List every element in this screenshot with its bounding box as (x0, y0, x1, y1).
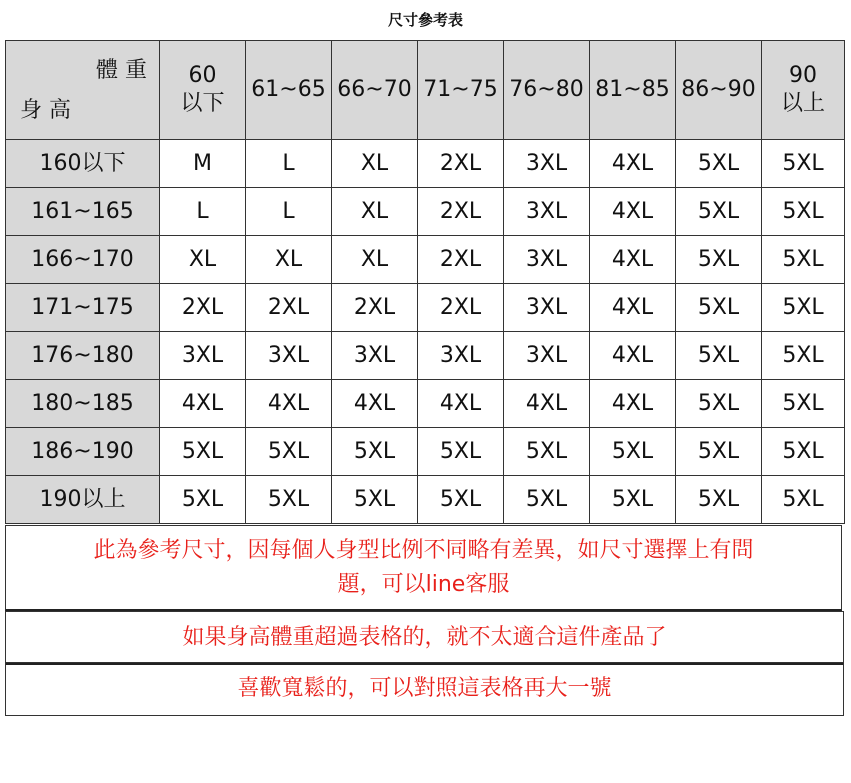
height-cell: 171~175 (6, 284, 160, 332)
size-cell: XL (332, 188, 418, 236)
size-cell: 4XL (418, 380, 504, 428)
weight-header-cell: 61~65 (246, 41, 332, 140)
size-cell: 5XL (676, 332, 762, 380)
size-cell: 4XL (590, 140, 676, 188)
size-cell: 2XL (160, 284, 246, 332)
size-cell: 5XL (676, 380, 762, 428)
size-cell: 5XL (762, 476, 845, 524)
size-cell: 5XL (160, 428, 246, 476)
size-cell: 3XL (504, 284, 590, 332)
size-cell: 5XL (762, 140, 845, 188)
height-cell: 161~165 (6, 188, 160, 236)
size-cell: 5XL (418, 428, 504, 476)
size-cell: 2XL (418, 140, 504, 188)
size-cell: 3XL (504, 236, 590, 284)
weight-header-cell: 71~75 (418, 41, 504, 140)
weight-header-cell: 76~80 (504, 41, 590, 140)
size-cell: L (246, 188, 332, 236)
size-cell: 5XL (332, 428, 418, 476)
size-cell: 2XL (418, 284, 504, 332)
height-cell: 176~180 (6, 332, 160, 380)
size-cell: 5XL (246, 476, 332, 524)
size-cell: 5XL (762, 428, 845, 476)
size-cell: 2XL (418, 236, 504, 284)
size-cell: 4XL (504, 380, 590, 428)
size-cell: 4XL (590, 188, 676, 236)
size-cell: 3XL (246, 332, 332, 380)
size-cell: XL (332, 140, 418, 188)
size-cell: 4XL (590, 380, 676, 428)
size-cell: 4XL (246, 380, 332, 428)
size-cell: 5XL (762, 284, 845, 332)
size-cell: 2XL (246, 284, 332, 332)
size-cell: 5XL (762, 332, 845, 380)
weight-label: 體 重 (96, 58, 147, 83)
page-title: 尺寸參考表 (387, 11, 463, 29)
table-row (6, 476, 845, 524)
size-cell: 3XL (160, 332, 246, 380)
table-row (6, 380, 845, 428)
size-cell: M (160, 140, 246, 188)
size-cell: 4XL (590, 332, 676, 380)
weight-header-cell: 81~85 (590, 41, 676, 140)
size-cell: 3XL (418, 332, 504, 380)
size-chart-table (5, 40, 845, 524)
weight-header-cell: 86~90 (676, 41, 762, 140)
size-cell: 5XL (504, 476, 590, 524)
height-cell: 190以上 (6, 476, 160, 524)
size-cell: 3XL (504, 140, 590, 188)
size-cell: 5XL (246, 428, 332, 476)
size-cell: L (246, 140, 332, 188)
size-cell: 5XL (676, 236, 762, 284)
size-cell: 5XL (676, 188, 762, 236)
note-reference-size: 此為參考尺寸，因每個人身型比例不同略有差異，如尺寸選擇上有問 題，可以line客服 (5, 525, 842, 611)
table-row (6, 140, 845, 188)
size-cell: 5XL (504, 428, 590, 476)
size-cell: 5XL (762, 236, 845, 284)
height-cell: 166~170 (6, 236, 160, 284)
height-cell: 160以下 (6, 140, 160, 188)
weight-header-cell: 90 以上 (762, 41, 845, 140)
size-cell: 5XL (590, 428, 676, 476)
note-loose-fit: 喜歡寬鬆的，可以對照這表格再大一號 (5, 662, 844, 716)
note-out-of-range: 如果身高體重超過表格的，就不太適合這件產品了 (5, 611, 844, 665)
table-row (6, 332, 845, 380)
size-cell: 2XL (418, 188, 504, 236)
size-cell: 5XL (160, 476, 246, 524)
weight-header-cell: 66~70 (332, 41, 418, 140)
table-row (6, 428, 845, 476)
table-row (6, 236, 845, 284)
weight-header-cell: 60 以下 (160, 41, 246, 140)
size-cell: 5XL (418, 476, 504, 524)
size-cell: 5XL (762, 380, 845, 428)
table-row (6, 188, 845, 236)
size-cell: XL (246, 236, 332, 284)
header-row (6, 41, 845, 140)
size-cell: 5XL (762, 188, 845, 236)
size-cell: 4XL (590, 236, 676, 284)
size-cell: XL (332, 236, 418, 284)
size-cell: 5XL (332, 476, 418, 524)
size-cell: 4XL (332, 380, 418, 428)
size-cell: 4XL (160, 380, 246, 428)
size-cell: 5XL (590, 476, 676, 524)
corner-cell (6, 41, 160, 140)
size-cell: 5XL (676, 284, 762, 332)
size-cell: 3XL (332, 332, 418, 380)
size-cell: 5XL (676, 428, 762, 476)
size-cell: 3XL (504, 188, 590, 236)
height-cell: 180~185 (6, 380, 160, 428)
size-cell: 2XL (332, 284, 418, 332)
size-cell: 5XL (676, 476, 762, 524)
table-row (6, 284, 845, 332)
size-cell: L (160, 188, 246, 236)
size-cell: XL (160, 236, 246, 284)
size-cell: 4XL (590, 284, 676, 332)
size-cell: 3XL (504, 332, 590, 380)
height-label: 身 高 (20, 98, 71, 123)
size-cell: 5XL (676, 140, 762, 188)
height-cell: 186~190 (6, 428, 160, 476)
